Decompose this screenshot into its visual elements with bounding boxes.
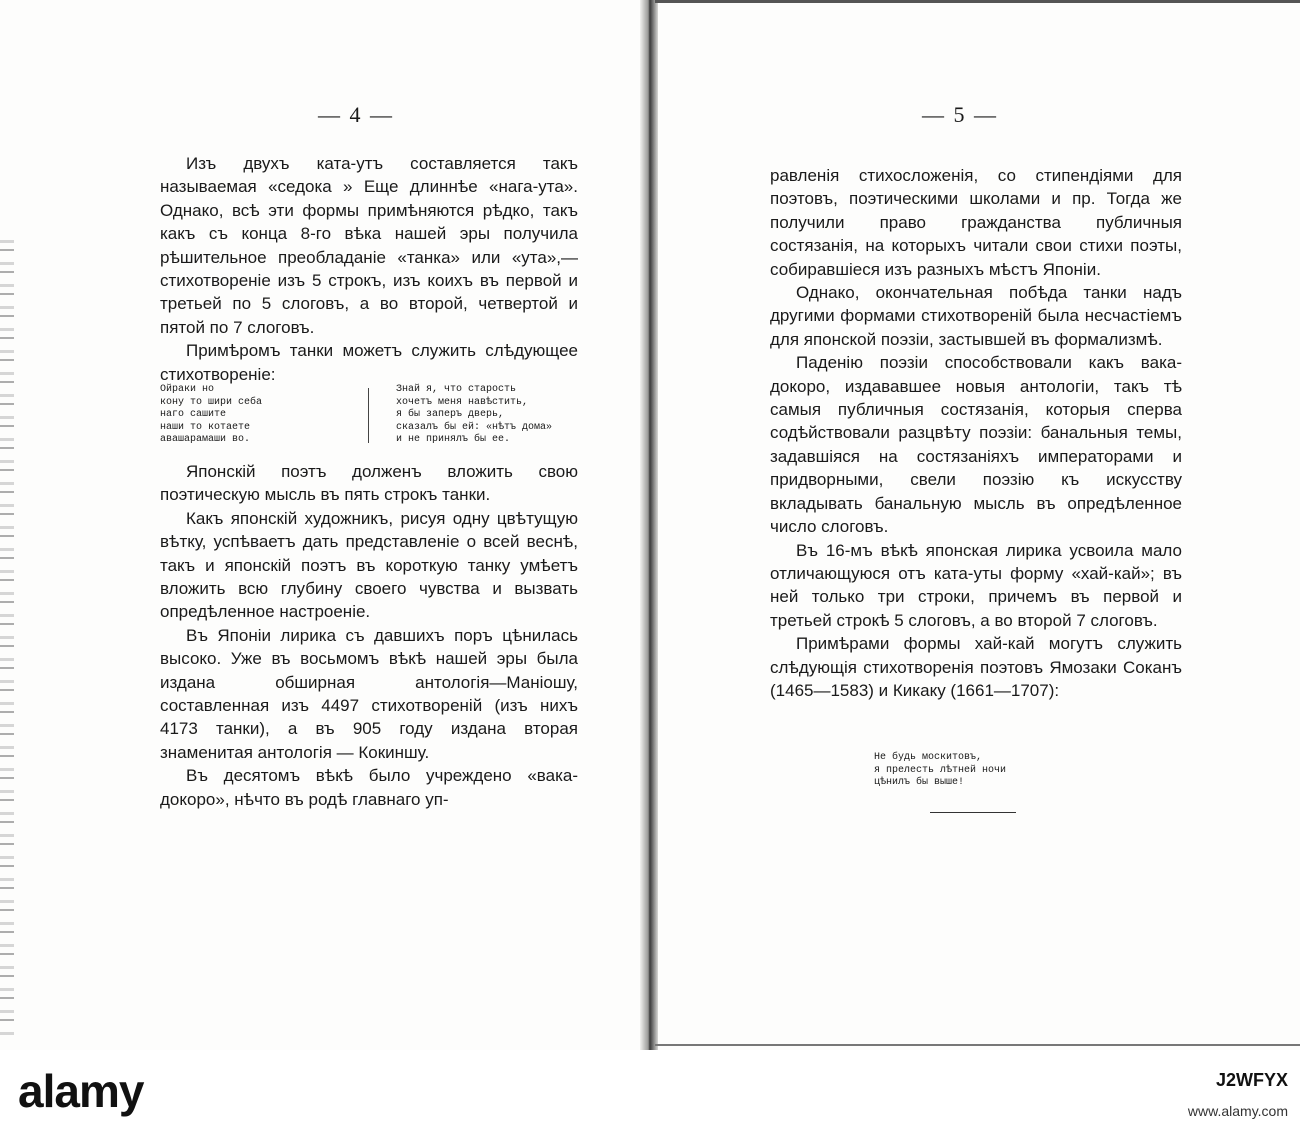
haikai-poem: Не будь москитовъ, я прелесть лѣтней ночи цѣнилъ бы выше! xyxy=(874,752,1007,788)
right-paragraph-2: Однако, окончательная побѣда танки надъ другими формами стихотвореній была несчастіемъ для японской поэзіи, застывшей въ формализмѣ. xyxy=(770,283,1182,349)
left-paragraph-1: Изъ двухъ ката-утъ составляется такъ называемая «седока » Еще длиннѣе «нага-ута». Однако, всѣ эти формы примѣняются рѣдко, такъ какъ съ конца 8-го вѣка нашей эры получила рѣшительное преобладаніе «танка» или «ута»,—стихотвореніе изъ 5 строкъ, изъ коихъ въ первой и третьей по 5 слоговъ, а во второй, четвертой и пятой по 7 слоговъ. xyxy=(160,154,578,337)
site-url: www.alamy.com xyxy=(1187,1103,1288,1119)
right-paragraph-3: Паденію поэзіи способствовали какъ вака-докоро, издававшее новыя антологіи, такъ тѣ самыя публичныя состязанія, которыя сперва содѣйствовали разцвѣту поэзіи: банальныя темы, задавшіяся на состязаніяхъ императорами и придворными, свели поэзію къ искусству вкладывать банальную мысль въ опредѣленное число слоговъ. xyxy=(770,353,1182,537)
left-paragraph-2: Примѣромъ танки можетъ служить слѣдующее стихотвореніе: xyxy=(160,341,578,384)
end-rule xyxy=(930,812,1016,813)
scan-edge-bottom xyxy=(655,1044,1300,1046)
left-page-text-top xyxy=(160,152,578,386)
watermark-footer xyxy=(0,1050,1300,1139)
poem-divider xyxy=(368,388,369,443)
right-paragraph-4: Въ 16-мъ вѣкѣ японская лирика усвоила мало отличающуюся отъ ката-уты форму «хай-кай»; въ ней только три строки, причемъ въ первой и третьей строкѣ 5 слоговъ, а во второй 7 слоговъ. xyxy=(770,540,1182,630)
right-paragraph-5: Примѣрами формы хай-кай могутъ служить слѣдующія стихотворенія поэтовъ Ямозаки Соканъ (1465—1583) и Кикаку (1661—1707): xyxy=(770,634,1182,700)
tanka-russian: Знай я, что старость хочетъ меня навѣстить, я бы заперъ дверь, сказалъ бы ей: «нѣтъ дома» и не принялъ бы ее. xyxy=(396,384,553,445)
left-paragraph-4: Какъ японскій художникъ, рисуя одну цвѣтущую вѣтку, успѣваетъ дать представленіе о всей веснѣ, такъ и японскій поэтъ въ короткую танку умѣетъ вложить всю глубину своего чувства и вызвать опредѣленное настроеніе. xyxy=(160,508,578,622)
scan-edge-left xyxy=(0,240,14,1040)
left-paragraph-5: Въ Японіи лирика съ давшихъ поръ цѣнилась высоко. Уже въ восьмомъ вѣкѣ нашей эры была издана обширная антологія—Маніошу, составленная изъ 4497 стихотвореній (изъ нихъ 4173 танки), а въ 905 году издана вторая знаменитая антологія — Кокиншу. xyxy=(160,625,578,762)
page-number-right: — 5 — xyxy=(922,102,998,127)
book-gutter xyxy=(640,0,658,1050)
right-paragraph-1: равленія стихосложенія, со стипендіями для поэтовъ, поэтическими школами и пр. Тогда же получили право гражданства публичныя состязанія, на которыхъ читали свои стихи поэты, собиравшіеся изъ разныхъ мѣстъ Японіи. xyxy=(770,166,1182,279)
left-paragraph-3: Японскій поэтъ долженъ вложить свою поэтическую мысль въ пять строкъ танки. xyxy=(160,462,578,505)
left-paragraph-6: Въ десятомъ вѣкѣ было учреждено «вака-докоро», нѣчто въ родѣ главнаго уп- xyxy=(160,766,578,809)
image-id: J2WFYX xyxy=(1215,1070,1288,1090)
page-number-left: — 4 — xyxy=(318,102,394,127)
alamy-logo: alamy xyxy=(18,1065,144,1117)
scan-edge-top xyxy=(655,0,1300,3)
tanka-japanese: Ойраки но кону то шири себа наго сашите наши то котаете авашарамаши во. xyxy=(160,384,263,445)
right-page-text xyxy=(770,164,1182,702)
left-page-text-bottom xyxy=(160,460,578,811)
